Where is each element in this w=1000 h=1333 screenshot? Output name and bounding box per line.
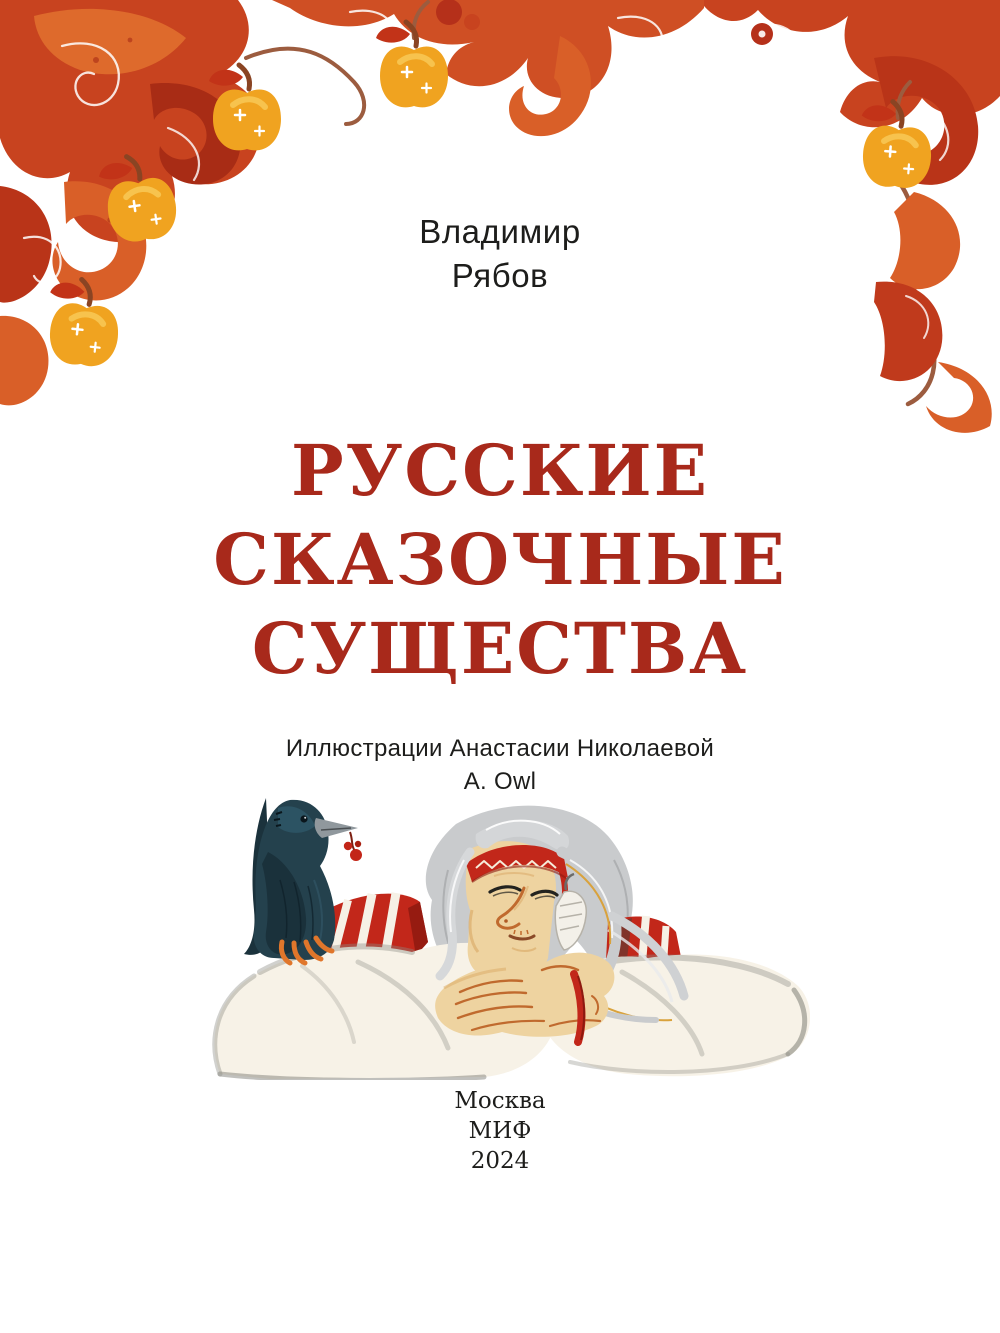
title-line-3: СУЩЕСТВА bbox=[251, 607, 749, 690]
raven-eye bbox=[300, 815, 307, 822]
studio-credit: A. Owl bbox=[463, 768, 537, 795]
imprint bbox=[0, 1086, 1000, 1176]
book-title bbox=[0, 426, 1000, 693]
title-line-1: РУССКИЕ bbox=[290, 429, 710, 512]
illustrator-credit: Иллюстрации Анастасии Николаевой bbox=[285, 735, 715, 762]
imprint-publisher: МИФ bbox=[468, 1118, 532, 1144]
title-line-2: СКАЗОЧНЫЕ bbox=[213, 518, 787, 601]
author-first-name: Владимир bbox=[419, 213, 581, 250]
ornament-left-cluster bbox=[0, 0, 364, 405]
author-name bbox=[0, 210, 1000, 298]
illustration-credits bbox=[0, 732, 1000, 798]
berry-in-beak bbox=[350, 849, 362, 861]
imprint-city: Москва bbox=[454, 1088, 546, 1114]
imprint-year: 2024 bbox=[470, 1148, 530, 1174]
author-last-name: Рябов bbox=[451, 257, 549, 294]
old-woman-with-raven-illustration bbox=[210, 790, 810, 1080]
